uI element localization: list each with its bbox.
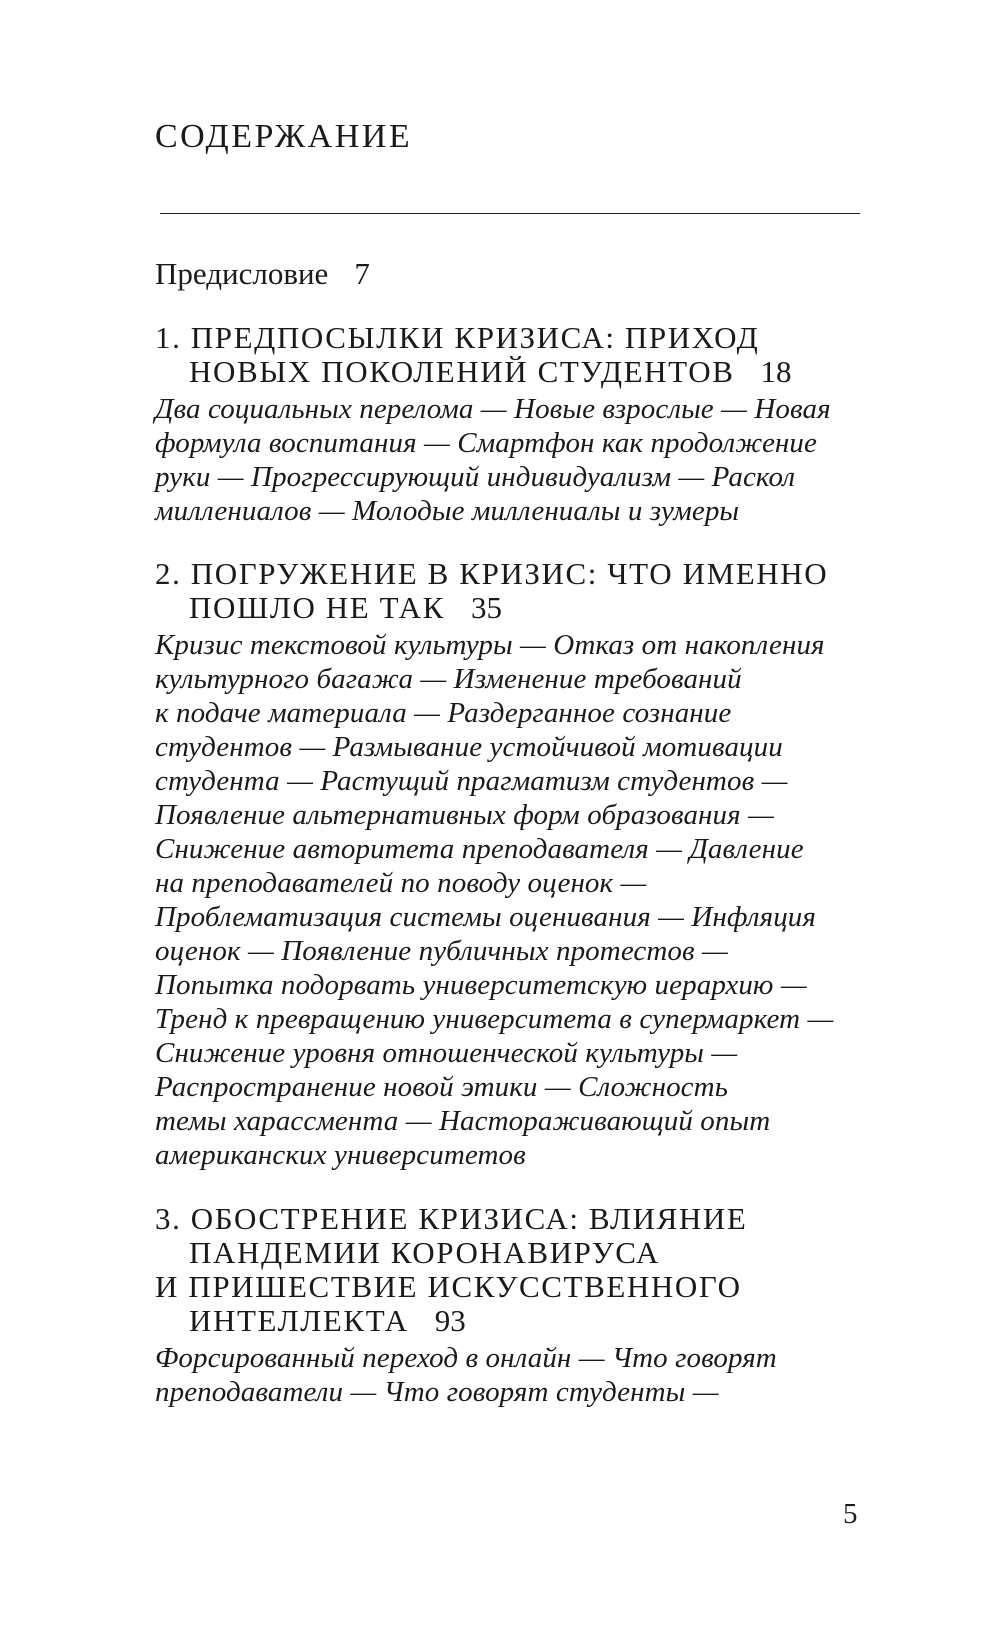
chapter-2-topics-line: Снижение авторитета преподавателя — Давление: [155, 833, 804, 865]
preface-label: Предисловие: [155, 256, 329, 291]
chapter-2-topics-line: Снижение уровня отношенческой культуры —: [155, 1037, 738, 1069]
chapter-2-topics-line: Попытка подорвать университетскую иерархию —: [155, 969, 807, 1001]
chapter-2-topics-line: Распространение новой этики — Сложность: [155, 1071, 728, 1103]
chapter-2-topics-line: студента — Растущий прагматизм студентов —: [155, 765, 788, 797]
chapter-1-topics-line: Два социальных перелома — Новые взрослые — Новая: [155, 393, 831, 425]
chapter-2-topics-line: Кризис текстовой культуры — Отказ от накопления: [155, 629, 825, 661]
chapter-2-topics-line: Появление альтернативных форм образования —: [155, 799, 774, 831]
chapter-2-topics-line: Тренд к превращению университета в супермаркет —: [155, 1003, 834, 1035]
preface-page: 7: [354, 256, 370, 291]
chapter-3-heading: 3. ОБОСТРЕНИЕ КРИЗИСА: ВЛИЯНИЕ: [155, 1201, 748, 1236]
chapter-3-heading-line-4: ИНТЕЛЛЕКТА: [189, 1303, 409, 1338]
page-title: СОДЕРЖАНИЕ: [155, 118, 413, 155]
title-rule: [160, 213, 860, 214]
chapter-1-topics-line: формула воспитания — Смартфон как продолжение: [155, 427, 817, 459]
chapter-1-heading: 1. ПРЕДПОСЫЛКИ КРИЗИСА: ПРИХОД: [155, 320, 760, 355]
chapter-3-heading-line-2: ПАНДЕМИИ КОРОНАВИРУСА: [189, 1235, 661, 1270]
chapter-2-heading-line-2: ПОШЛО НЕ ТАК: [189, 590, 445, 625]
chapter-3-page: 93: [434, 1303, 466, 1338]
page-number: 5: [843, 1498, 858, 1530]
chapter-2-topics-line: американских университетов: [155, 1139, 526, 1171]
chapter-2-topics-line: культурного багажа — Изменение требований: [155, 663, 742, 695]
chapter-2-topics-line: к подаче материала — Раздерганное сознание: [155, 697, 732, 729]
chapter-2-topics-line: оценок — Появление публичных протестов —: [155, 935, 728, 967]
chapter-3-topics-line: преподаватели — Что говорят студенты —: [155, 1376, 719, 1408]
toc-entry-preface: [155, 256, 370, 292]
chapter-2-heading-cont: [189, 590, 502, 626]
chapter-1-heading-cont: [189, 354, 792, 390]
chapter-2-topics-line: на преподавателей по поводу оценок —: [155, 867, 647, 899]
chapter-2-page: 35: [470, 590, 502, 625]
chapter-1-topics-line: руки — Прогрессирующий индивидуализм — Раскол: [155, 461, 796, 493]
chapter-3-heading-cont: [189, 1303, 466, 1339]
chapter-2-topics-line: темы харассмента — Настораживающий опыт: [155, 1105, 771, 1137]
chapter-2-heading: 2. ПОГРУЖЕНИЕ В КРИЗИС: ЧТО ИМЕННО: [155, 556, 829, 591]
chapter-3-heading-line-3: И ПРИШЕСТВИЕ ИСКУССТВЕННОГО: [155, 1269, 742, 1304]
chapter-1-page: 18: [760, 354, 792, 389]
chapter-2-topics-line: Проблематизация системы оценивания — Инфляция: [155, 901, 816, 933]
chapter-1-heading-line-2: НОВЫХ ПОКОЛЕНИЙ СТУДЕНТОВ: [189, 354, 735, 389]
chapter-1-topics-line: миллениалов — Молодые миллениалы и зумеры: [155, 495, 740, 527]
chapter-2-topics-line: студентов — Размывание устойчивой мотивации: [155, 731, 783, 763]
chapter-3-topics-line: Форсированный переход в онлайн — Что говорят: [155, 1342, 777, 1374]
